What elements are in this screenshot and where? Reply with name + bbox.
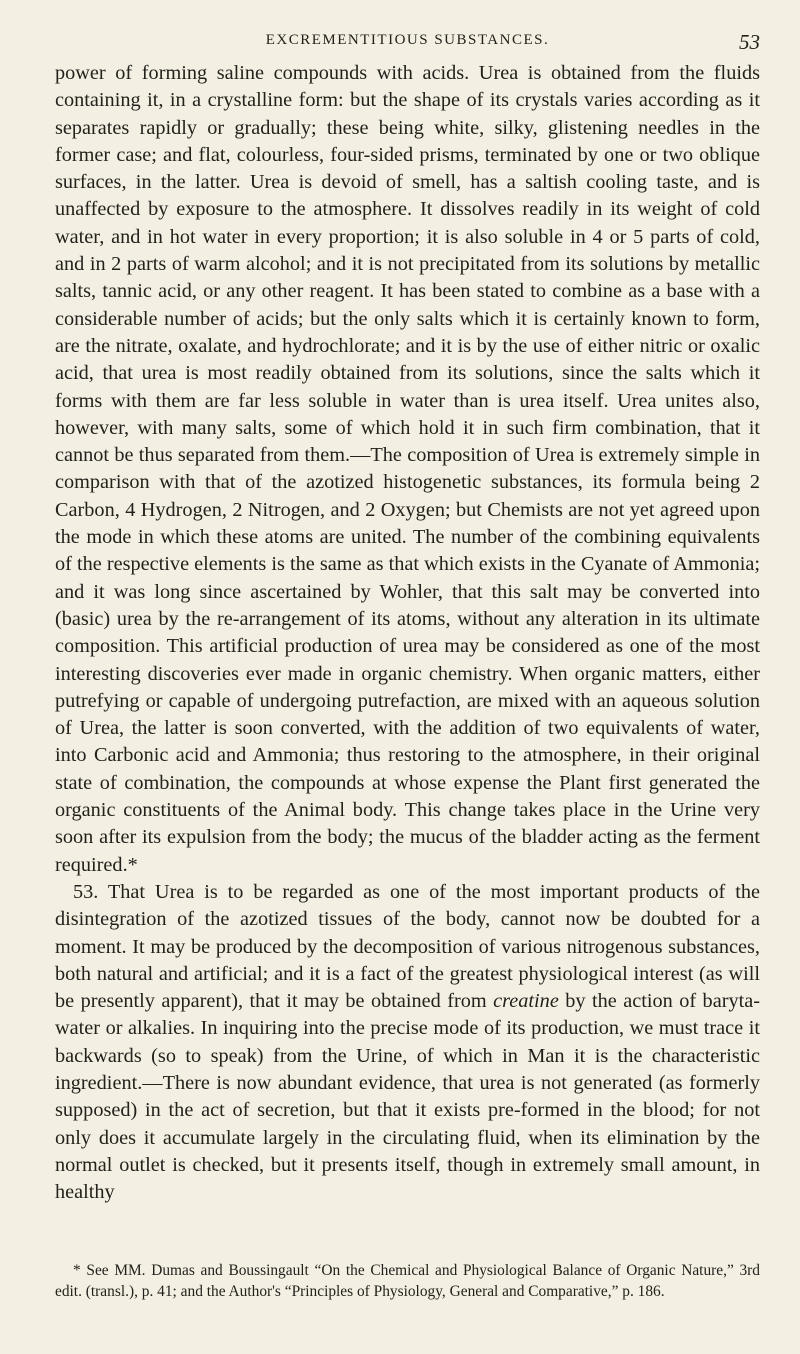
page-number: 53 xyxy=(739,30,760,54)
paragraph-text: 53. That Urea is to be regarded as one of the most important products of the disintegration of the azotized tissues of the body, cannot now be doubted for a moment. It may be produced by the decomposition of various nitrogenous substances, both natural and artificial; and it is a fact of the greatest physiological interest (as will be presently apparent), that it may be obtained from xyxy=(55,880,760,1013)
running-header xyxy=(55,30,760,60)
footnote xyxy=(55,1261,760,1302)
paragraph-urea-properties xyxy=(55,60,760,879)
italic-term: creatine xyxy=(493,990,559,1013)
paragraph-text: by the action of baryta-water or alkalies. In inquiring into the precise mode of its production, we must trace it backwards (so to speak) from the Urine, of which in Man it is the characteristic ingredient.—There is now abundant evidence, that urea is not generated (as formerly supposed) in the act of secretion, but that it exists pre-formed in the blood; for not only does it accumulate largely in the circulating fluid, when its elimination by the normal outlet is checked, but it presents itself, though in extremely small amount, in healthy xyxy=(55,990,760,1204)
body-text xyxy=(55,60,760,1206)
footnote-text: * See MM. Dumas and Boussingault “On the Chemical and Physiological Balance of Organic Nature,” 3rd edit. (transl.), p. 41; and the Author's “Principles of Physiology, General and Comparative,” p. 186. xyxy=(55,1262,760,1300)
paragraph-53 xyxy=(55,879,760,1207)
paragraph-text: power of forming saline compounds with acids. Urea is obtained from the fluids containing it, in a crystalline form: but the shape of its crystals varies according as it separates rapidly or gradually; these being white, silky, glistening needles in the former case; and flat, colourless, four-sided prisms, terminated by one or two oblique surfaces, in the latter. Urea is devoid of smell, has a saltish cooling taste, and is unaffected by exposure to the atmosphere. It dissolves readily in its weight of cold water, and in hot water in every proportion; it is also soluble in 4 or 5 parts of cold, and in 2 parts of warm alcohol; and it is not precipitated from its solutions by metallic salts, tannic acid, or any other reagent. It has been stated to combine as a base with a considerable number of acids; but the only salts which it is certainly known to form, are the nitrate, oxalate, and hydrochlorate; and it is by the use of either nitric or oxalic acid, that urea is most readily obtained from its solutions, since the salts which it forms with them are far less soluble in water than is urea itself. Urea unites also, however, with many salts, some of which hold it in such firm combination, that it cannot be thus separated from them.—The composition of Urea is extremely simple in comparison with that of the azotized histogenetic substances, its formula being 2 Carbon, 4 Hydrogen, 2 Nitrogen, and 2 Oxygen; but Chemists are not yet agreed upon the mode in which these atoms are united. The number of the combining equivalents of the respective elements is the same as that which exists in the Cyanate of Ammonia; and it was long since ascertained by Wohler, that this salt may be converted into (basic) urea by the re-arrangement of its atoms, without any alteration in its ultimate composition. This artificial production of urea may be considered as one of the most interesting discoveries ever made in organic chemistry. When organic matters, either putrefying or capable of undergoing putrefaction, are mixed with an aqueous solution of Urea, the latter is soon converted, with the addition of two equivalents of water, into Carbonic acid and Ammonia; thus restoring to the atmosphere, in their original state of combination, the compounds at whose expense the Plant first generated the organic constituents of the Animal body. This change takes place in the Urine very soon after its expulsion from the body; the mucus of the bladder acting as the ferment required.* xyxy=(55,62,760,876)
running-title: EXCREMENTITIOUS SUBSTANCES. xyxy=(265,32,550,48)
